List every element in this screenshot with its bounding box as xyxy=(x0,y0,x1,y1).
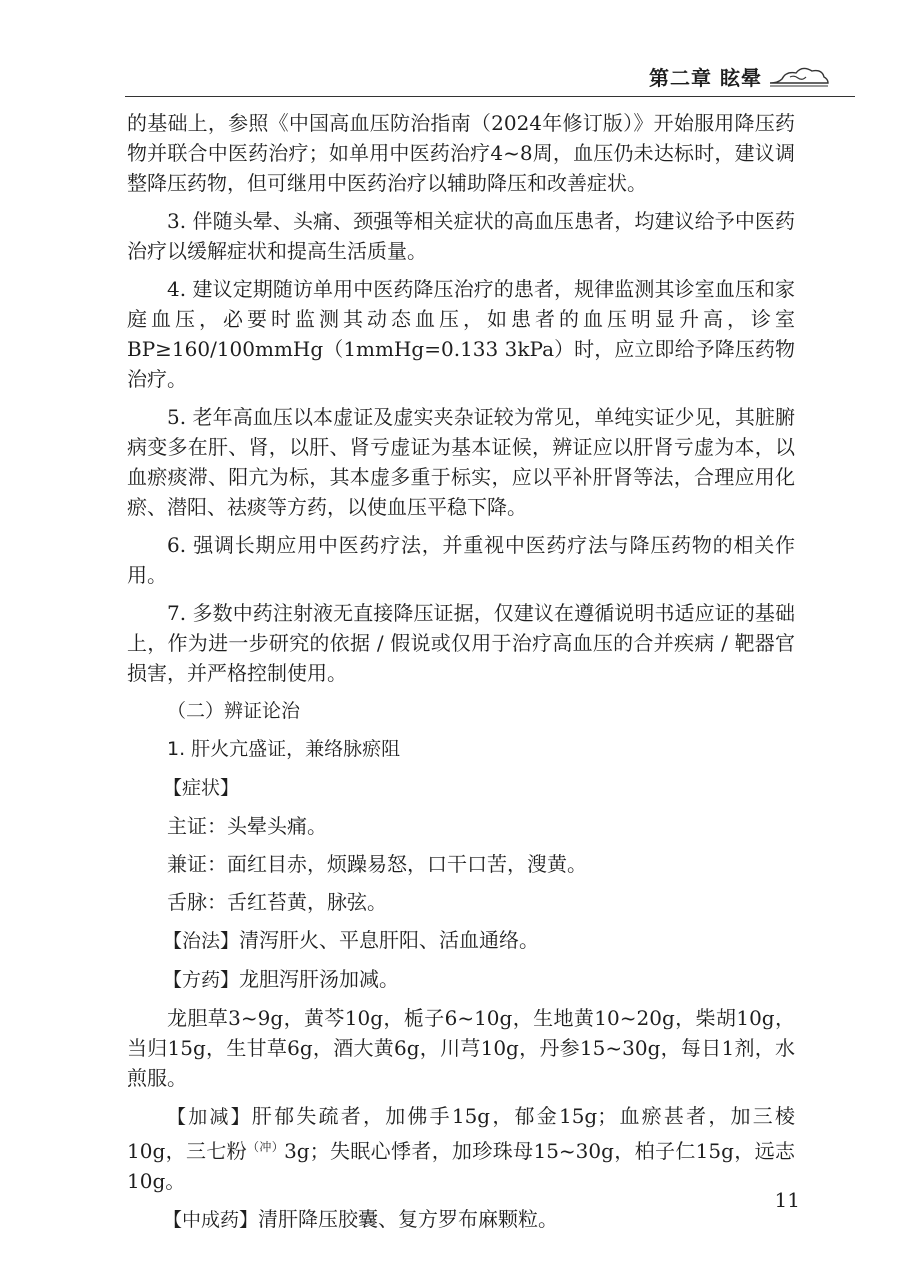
paragraph-5: 5. 老年高血压以本虚证及虚实夹杂证较为常见，单纯实证少见，其脏腑病变多在肝、肾，以肝、肾亏虚证为基本证候，辨证应以肝肾亏虚为本，以血瘀痰滞、阳亢为标，其本虚多重于标实，应以平补肝肾等法，合理应用化瘀、潜阳、祛痰等方药，以使血压平稳下降。 xyxy=(127,405,795,519)
formula-line xyxy=(127,964,795,995)
running-header xyxy=(649,62,830,90)
patent-medicine-label: 【中成药】 xyxy=(163,1209,259,1231)
patent-medicine-text: 清肝降压胶囊、复方罗布麻颗粒。 xyxy=(258,1207,559,1231)
paragraph-6: 6. 强调长期应用中医药疗法，并重视中医药疗法与降压药物的相关作用。 xyxy=(127,533,795,587)
modification-text-b: 3g；失眠心悸者，加珍珠母15~30g，柏子仁15g，远志10g。 xyxy=(127,1139,795,1193)
syndrome-heading: 1. 肝火亢盛证，兼络脉瘀阻 xyxy=(167,738,401,760)
secondary-symptom: 兼证：面红目赤，烦躁易怒，口干口苦，溲黄。 xyxy=(167,852,587,876)
method-label: 【治法】 xyxy=(163,930,240,952)
header-rule xyxy=(125,96,855,97)
method-text: 清泻肝火、平息肝阳、活血通络。 xyxy=(239,928,540,952)
paragraph-7: 7. 多数中药注射液无直接降压证据，仅建议在遵循说明书适应证的基础上，作为进一步研究的依据 / 假说或仅用于治疗高血压的合并疾病 / 靶器官损害，并严格控制使用。 xyxy=(127,601,795,685)
modification-superscript: （冲） xyxy=(247,1140,285,1154)
formula-text: 龙胆泻肝汤加减。 xyxy=(239,967,400,991)
symptoms-label-line xyxy=(127,772,795,803)
herb-list: 龙胆草3~9g，黄芩10g，栀子6~10g，生地黄10~20g，柴胡10g，当归15g，生甘草6g，酒大黄6g，川芎10g，丹参15~30g，每日1剂，水煎服。 xyxy=(127,1006,795,1090)
cloud-ornament-icon xyxy=(768,63,830,89)
paragraph-continued: 的基础上，参照《中国高血压防治指南（2024年修订版）》开始服用降压药物并联合中医药治疗；如单用中医药治疗4~8周，血压仍未达标时，建议调整降压药物，但可继用中医药治疗以辅助降压和改善症状。 xyxy=(127,111,795,195)
page-body xyxy=(127,108,795,1243)
tongue-pulse: 舌脉：舌红苔黄，脉弦。 xyxy=(167,890,387,914)
chapter-title: 第二章 眩晕 xyxy=(649,65,762,90)
modification-line xyxy=(127,1101,795,1196)
symptoms-label: 【症状】 xyxy=(163,777,240,799)
method-line xyxy=(127,925,795,956)
modification-label: 【加减】 xyxy=(167,1106,252,1128)
main-symptom: 主证：头晕头痛。 xyxy=(167,814,327,838)
formula-label: 【方药】 xyxy=(163,969,240,991)
page-number: 11 xyxy=(774,1188,800,1212)
modification-text-a: 肝郁失疏者，加佛手15g，郁金15g；血瘀甚者，加三棱10g，三七粉 xyxy=(127,1104,795,1163)
paragraph-4: 4. 建议定期随访单用中医药降压治疗的患者，规律监测其诊室血压和家庭血压，必要时监测其动态血压，如患者的血压明显升高，诊室BP≥160/100mmHg（1mmHg=0.133 3kPa）时，应立即给予降压药物治疗。 xyxy=(127,277,795,391)
patent-medicine-line xyxy=(127,1204,795,1235)
section-heading: （二）辨证论治 xyxy=(167,700,301,722)
paragraph-3: 3. 伴随头晕、头痛、颈强等相关症状的高血压患者，均建议给予中医药治疗以缓解症状和提高生活质量。 xyxy=(127,209,795,263)
